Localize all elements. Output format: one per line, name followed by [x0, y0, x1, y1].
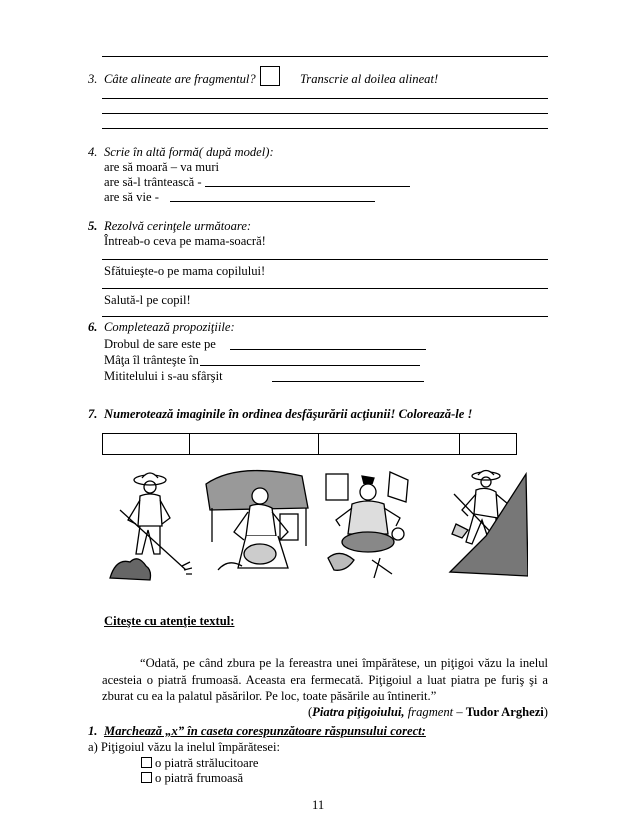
image-order-table — [102, 433, 517, 455]
q5-task-2: Sfătuieşte-o pe mama copilului! — [104, 264, 266, 278]
q6-line-1: Drobul de sare este pe — [104, 337, 216, 351]
answer-line[interactable] — [102, 128, 548, 129]
q3-number: 3. — [88, 72, 98, 86]
answer-line[interactable] — [102, 259, 548, 260]
reading-source: (Piatra piţigoiului, fragment – Tudor Arghezi) — [307, 705, 548, 719]
reading-heading: Citeşte cu atenţie textul: — [104, 614, 235, 628]
source-title: Piatra piţigoiului, — [312, 705, 405, 719]
answer-line[interactable] — [205, 186, 410, 187]
checkbox[interactable] — [141, 772, 152, 783]
q4-instruction: Scrie în altă formă( după model): — [104, 145, 274, 159]
answer-line[interactable] — [102, 316, 548, 317]
answer-line[interactable] — [230, 349, 426, 350]
q6-line-3: Mititelului i s-au sfârşit — [104, 369, 223, 383]
reading-text: “Odată, pe când zbura pe la fereastra unei împărătese, un piţigoi văzu la inelul acesteia o piatră frumoasă. Aceasta era fermecată. Piţigoiul a luat piatra pe furiş şi a zburat cu ea la palatul păsărilor. Pe loc, toate păsările au întinerit.” — [102, 656, 548, 703]
q6-instruction: Completează propoziţiile: — [104, 320, 235, 334]
option-1 — [141, 756, 259, 771]
answer-line[interactable] — [102, 113, 548, 114]
woman-with-basket-by-house-image — [198, 462, 316, 580]
answer-line[interactable] — [102, 288, 548, 289]
answer-line[interactable] — [272, 381, 424, 382]
option-label: o piatră strălucitoare — [155, 756, 259, 770]
answer-line[interactable] — [170, 201, 375, 202]
q1-number: 1. — [88, 724, 98, 738]
source-author: Tudor Arghezi — [465, 705, 544, 719]
order-cell-3[interactable] — [319, 434, 460, 455]
q6-line-2: Mâţa îl trânteşte în — [104, 353, 199, 367]
source-fragment: fragment – — [404, 705, 466, 719]
q5-task-1: Întreab-o ceva pe mama-soacră! — [104, 234, 266, 248]
q5-instruction: Rezolvă cerinţele următoare: — [104, 219, 252, 233]
option-2 — [141, 771, 243, 786]
q3-task: Transcrie al doilea alineat! — [300, 72, 439, 86]
checkbox[interactable] — [141, 757, 152, 768]
answer-line[interactable] — [200, 365, 420, 366]
q5-task-3: Salută-l pe copil! — [104, 293, 191, 307]
order-cell-2[interactable] — [190, 434, 319, 455]
q4-line-3: are să vie - — [104, 190, 159, 204]
q7-instruction: Numerotează imaginile în ordinea desfăşurării acţiunii! Colorează-le ! — [104, 407, 473, 421]
q4-line-2: are să-l trântească - — [104, 175, 202, 189]
order-cell-1[interactable] — [103, 434, 190, 455]
q3-question: Câte alineate are fragmentul? — [104, 72, 256, 86]
answer-line[interactable] — [102, 56, 548, 57]
paragraph-count-box[interactable] — [260, 66, 280, 86]
farmer-with-pitchfork-image — [106, 466, 192, 584]
q6-number: 6. — [88, 320, 98, 334]
q1-sub: a) Piţigoiul văzu la inelul împărătesei: — [88, 740, 280, 754]
q4-line-model: are să moară – va muri — [104, 160, 220, 174]
man-digging-on-hill-image — [446, 464, 528, 578]
page-number: 11 — [312, 798, 325, 812]
q4-number: 4. — [88, 145, 98, 159]
people-in-kitchen-image — [320, 462, 416, 580]
q7-number: 7. — [88, 407, 98, 421]
q5-number: 5. — [88, 219, 98, 233]
option-label: o piatră frumoasă — [155, 771, 244, 785]
answer-line[interactable] — [102, 98, 548, 99]
q1-instruction: Marchează „x” în caseta corespunzătoare răspunsului corect: — [104, 724, 426, 738]
order-cell-4[interactable] — [460, 434, 517, 455]
